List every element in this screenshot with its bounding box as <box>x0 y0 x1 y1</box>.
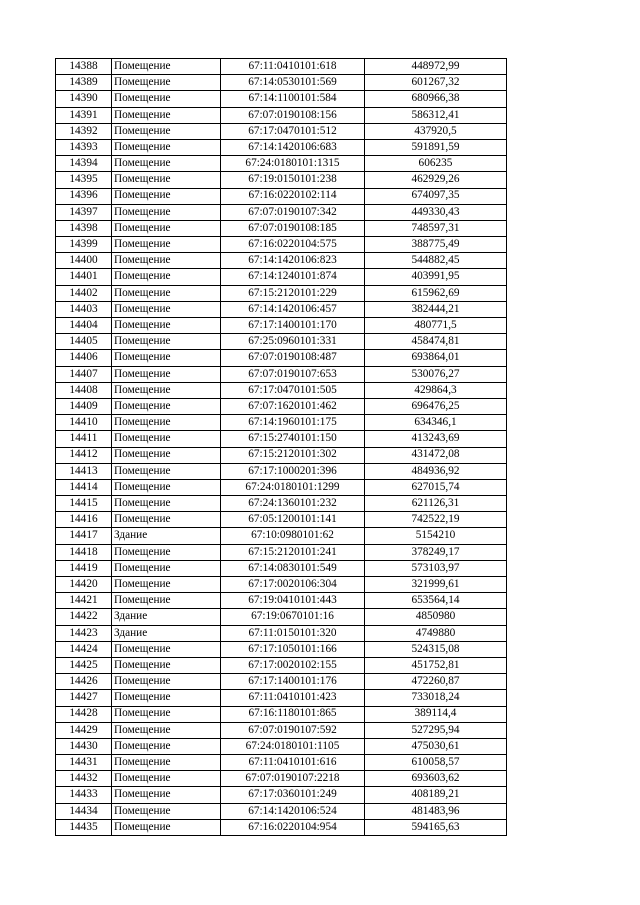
table-row <box>56 447 507 463</box>
row-number-cell: 14389 <box>56 75 112 91</box>
object-type-cell: Помещение <box>112 771 221 787</box>
value-cell: 693864,01 <box>365 350 507 366</box>
value-cell: 573103,97 <box>365 560 507 576</box>
object-type-cell: Помещение <box>112 706 221 722</box>
table-row <box>56 415 507 431</box>
cadastral-number-cell: 67:14:1420106:524 <box>221 803 365 819</box>
value-cell: 378249,17 <box>365 544 507 560</box>
value-cell: 733018,24 <box>365 690 507 706</box>
table-row <box>56 577 507 593</box>
table-row <box>56 528 507 544</box>
value-cell: 544882,45 <box>365 253 507 269</box>
row-number-cell: 14391 <box>56 107 112 123</box>
row-number-cell: 14427 <box>56 690 112 706</box>
row-number-cell: 14403 <box>56 301 112 317</box>
cadastral-number-cell: 67:25:0960101:331 <box>221 334 365 350</box>
cadastral-number-cell: 67:07:0190107:592 <box>221 722 365 738</box>
object-type-cell: Помещение <box>112 220 221 236</box>
table-row <box>56 398 507 414</box>
table-row <box>56 123 507 139</box>
table-row <box>56 706 507 722</box>
row-number-cell: 14390 <box>56 91 112 107</box>
object-type-cell: Помещение <box>112 334 221 350</box>
value-cell: 527295,94 <box>365 722 507 738</box>
cadastral-number-cell: 67:07:0190107:653 <box>221 366 365 382</box>
cadastral-number-cell: 67:10:0980101:62 <box>221 528 365 544</box>
cadastral-number-cell: 67:07:0190108:185 <box>221 220 365 236</box>
cadastral-number-cell: 67:19:0150101:238 <box>221 172 365 188</box>
cadastral-number-cell: 67:19:0410101:443 <box>221 593 365 609</box>
object-type-cell: Помещение <box>112 657 221 673</box>
row-number-cell: 14421 <box>56 593 112 609</box>
value-cell: 472260,87 <box>365 674 507 690</box>
row-number-cell: 14434 <box>56 803 112 819</box>
object-type-cell: Помещение <box>112 641 221 657</box>
table-row <box>56 220 507 236</box>
row-number-cell: 14397 <box>56 204 112 220</box>
value-cell: 448972,99 <box>365 59 507 75</box>
value-cell: 388775,49 <box>365 237 507 253</box>
object-type-cell: Помещение <box>112 139 221 155</box>
row-number-cell: 14406 <box>56 350 112 366</box>
table-row <box>56 690 507 706</box>
object-type-cell: Помещение <box>112 75 221 91</box>
cadastral-number-cell: 67:16:0220104:575 <box>221 237 365 253</box>
table-row <box>56 512 507 528</box>
table-row <box>56 625 507 641</box>
object-type-cell: Помещение <box>112 237 221 253</box>
table-row <box>56 479 507 495</box>
table-row <box>56 318 507 334</box>
value-cell: 429864,3 <box>365 382 507 398</box>
table-row <box>56 641 507 657</box>
row-number-cell: 14422 <box>56 609 112 625</box>
row-number-cell: 14433 <box>56 787 112 803</box>
table-row <box>56 334 507 350</box>
value-cell: 610058,57 <box>365 755 507 771</box>
value-cell: 594165,63 <box>365 819 507 835</box>
value-cell: 5154210 <box>365 528 507 544</box>
object-type-cell: Помещение <box>112 577 221 593</box>
table-row <box>56 107 507 123</box>
cadastral-number-cell: 67:24:0180101:1299 <box>221 479 365 495</box>
table-row <box>56 738 507 754</box>
row-number-cell: 14400 <box>56 253 112 269</box>
row-number-cell: 14401 <box>56 269 112 285</box>
table-row <box>56 463 507 479</box>
row-number-cell: 14418 <box>56 544 112 560</box>
row-number-cell: 14392 <box>56 123 112 139</box>
cadastral-number-cell: 67:14:1420106:683 <box>221 139 365 155</box>
cadastral-number-cell: 67:07:0190107:2218 <box>221 771 365 787</box>
row-number-cell: 14388 <box>56 59 112 75</box>
object-type-cell: Помещение <box>112 431 221 447</box>
table-row <box>56 609 507 625</box>
object-type-cell: Помещение <box>112 560 221 576</box>
value-cell: 484936,92 <box>365 463 507 479</box>
row-number-cell: 14424 <box>56 641 112 657</box>
row-number-cell: 14402 <box>56 285 112 301</box>
object-type-cell: Помещение <box>112 253 221 269</box>
cadastral-number-cell: 67:17:1050101:166 <box>221 641 365 657</box>
value-cell: 4850980 <box>365 609 507 625</box>
row-number-cell: 14407 <box>56 366 112 382</box>
value-cell: 748597,31 <box>365 220 507 236</box>
cadastral-number-cell: 67:16:0220104:954 <box>221 819 365 835</box>
table-row <box>56 382 507 398</box>
value-cell: 606235 <box>365 156 507 172</box>
row-number-cell: 14423 <box>56 625 112 641</box>
object-type-cell: Помещение <box>112 107 221 123</box>
value-cell: 449330,43 <box>365 204 507 220</box>
cadastral-number-cell: 67:14:0530101:569 <box>221 75 365 91</box>
table-row <box>56 237 507 253</box>
value-cell: 403991,95 <box>365 269 507 285</box>
cadastral-number-cell: 67:07:0190108:487 <box>221 350 365 366</box>
value-cell: 621126,31 <box>365 496 507 512</box>
cadastral-number-cell: 67:14:0830101:549 <box>221 560 365 576</box>
value-cell: 674097,35 <box>365 188 507 204</box>
object-type-cell: Помещение <box>112 447 221 463</box>
cadastral-number-cell: 67:11:0410101:423 <box>221 690 365 706</box>
cadastral-number-cell: 67:19:0670101:16 <box>221 609 365 625</box>
cadastral-number-cell: 67:15:2120101:241 <box>221 544 365 560</box>
value-cell: 627015,74 <box>365 479 507 495</box>
object-type-cell: Помещение <box>112 803 221 819</box>
object-type-cell: Помещение <box>112 59 221 75</box>
table-row <box>56 722 507 738</box>
value-cell: 321999,61 <box>365 577 507 593</box>
table-body <box>56 59 507 836</box>
value-cell: 480771,5 <box>365 318 507 334</box>
cadastral-number-cell: 67:07:0190107:342 <box>221 204 365 220</box>
object-type-cell: Здание <box>112 609 221 625</box>
cadastral-number-cell: 67:16:1180101:865 <box>221 706 365 722</box>
cadastral-number-cell: 67:07:1620101:462 <box>221 398 365 414</box>
value-cell: 462929,26 <box>365 172 507 188</box>
object-type-cell: Помещение <box>112 91 221 107</box>
table-row <box>56 593 507 609</box>
object-type-cell: Помещение <box>112 285 221 301</box>
object-type-cell: Помещение <box>112 382 221 398</box>
cadastral-number-cell: 67:17:0470101:505 <box>221 382 365 398</box>
table-row <box>56 253 507 269</box>
object-type-cell: Помещение <box>112 479 221 495</box>
table-row <box>56 787 507 803</box>
value-cell: 634346,1 <box>365 415 507 431</box>
value-cell: 382444,21 <box>365 301 507 317</box>
object-type-cell: Помещение <box>112 415 221 431</box>
cadastral-number-cell: 67:17:0020102:155 <box>221 657 365 673</box>
value-cell: 389114,4 <box>365 706 507 722</box>
row-number-cell: 14393 <box>56 139 112 155</box>
object-type-cell: Помещение <box>112 350 221 366</box>
value-cell: 615962,69 <box>365 285 507 301</box>
value-cell: 586312,41 <box>365 107 507 123</box>
cadastral-number-cell: 67:15:2120101:302 <box>221 447 365 463</box>
table-row <box>56 496 507 512</box>
object-type-cell: Помещение <box>112 690 221 706</box>
value-cell: 408189,21 <box>365 787 507 803</box>
row-number-cell: 14419 <box>56 560 112 576</box>
row-number-cell: 14404 <box>56 318 112 334</box>
row-number-cell: 14412 <box>56 447 112 463</box>
row-number-cell: 14431 <box>56 755 112 771</box>
table-row <box>56 657 507 673</box>
table-row <box>56 139 507 155</box>
table-row <box>56 172 507 188</box>
row-number-cell: 14417 <box>56 528 112 544</box>
cadastral-number-cell: 67:11:0150101:320 <box>221 625 365 641</box>
value-cell: 431472,08 <box>365 447 507 463</box>
table-row <box>56 755 507 771</box>
row-number-cell: 14409 <box>56 398 112 414</box>
value-cell: 524315,08 <box>365 641 507 657</box>
cadastral-number-cell: 67:17:0360101:249 <box>221 787 365 803</box>
cadastral-number-cell: 67:07:0190108:156 <box>221 107 365 123</box>
table-row <box>56 431 507 447</box>
object-type-cell: Помещение <box>112 156 221 172</box>
cadastral-number-cell: 67:24:0180101:1105 <box>221 738 365 754</box>
cadastral-number-cell: 67:15:2740101:150 <box>221 431 365 447</box>
row-number-cell: 14426 <box>56 674 112 690</box>
cadastral-number-cell: 67:14:1240101:874 <box>221 269 365 285</box>
cadastral-number-cell: 67:24:0180101:1315 <box>221 156 365 172</box>
cadastral-number-cell: 67:14:1960101:175 <box>221 415 365 431</box>
object-type-cell: Помещение <box>112 496 221 512</box>
row-number-cell: 14428 <box>56 706 112 722</box>
object-type-cell: Помещение <box>112 123 221 139</box>
cadastral-number-cell: 67:17:0470101:512 <box>221 123 365 139</box>
row-number-cell: 14430 <box>56 738 112 754</box>
cadastral-number-cell: 67:11:0410101:616 <box>221 755 365 771</box>
cadastral-number-cell: 67:17:1400101:170 <box>221 318 365 334</box>
cadastral-number-cell: 67:05:1200101:141 <box>221 512 365 528</box>
cadastral-number-cell: 67:11:0410101:618 <box>221 59 365 75</box>
table-row <box>56 560 507 576</box>
cadastral-number-cell: 67:17:1400101:176 <box>221 674 365 690</box>
table-row <box>56 366 507 382</box>
row-number-cell: 14394 <box>56 156 112 172</box>
cadastral-number-cell: 67:14:1100101:584 <box>221 91 365 107</box>
table-row <box>56 674 507 690</box>
value-cell: 530076,27 <box>365 366 507 382</box>
object-type-cell: Помещение <box>112 674 221 690</box>
object-type-cell: Помещение <box>112 188 221 204</box>
row-number-cell: 14410 <box>56 415 112 431</box>
object-type-cell: Здание <box>112 528 221 544</box>
object-type-cell: Помещение <box>112 544 221 560</box>
cadastral-number-cell: 67:16:0220102:114 <box>221 188 365 204</box>
object-type-cell: Помещение <box>112 172 221 188</box>
table-row <box>56 544 507 560</box>
object-type-cell: Помещение <box>112 204 221 220</box>
value-cell: 653564,14 <box>365 593 507 609</box>
row-number-cell: 14398 <box>56 220 112 236</box>
cadastral-number-cell: 67:15:2120101:229 <box>221 285 365 301</box>
value-cell: 475030,61 <box>365 738 507 754</box>
value-cell: 601267,32 <box>365 75 507 91</box>
row-number-cell: 14415 <box>56 496 112 512</box>
value-cell: 437920,5 <box>365 123 507 139</box>
value-cell: 591891,59 <box>365 139 507 155</box>
row-number-cell: 14395 <box>56 172 112 188</box>
object-type-cell: Помещение <box>112 318 221 334</box>
table-row <box>56 59 507 75</box>
value-cell: 696476,25 <box>365 398 507 414</box>
cadastral-number-cell: 67:14:1420106:457 <box>221 301 365 317</box>
row-number-cell: 14411 <box>56 431 112 447</box>
object-type-cell: Помещение <box>112 593 221 609</box>
value-cell: 693603,62 <box>365 771 507 787</box>
table-row <box>56 269 507 285</box>
row-number-cell: 14414 <box>56 479 112 495</box>
cadastral-number-cell: 67:17:0020106:304 <box>221 577 365 593</box>
table-row <box>56 204 507 220</box>
object-type-cell: Помещение <box>112 398 221 414</box>
value-cell: 413243,69 <box>365 431 507 447</box>
value-cell: 742522,19 <box>365 512 507 528</box>
table-row <box>56 350 507 366</box>
object-type-cell: Помещение <box>112 301 221 317</box>
row-number-cell: 14429 <box>56 722 112 738</box>
cadastral-number-cell: 67:24:1360101:232 <box>221 496 365 512</box>
value-cell: 4749880 <box>365 625 507 641</box>
object-type-cell: Помещение <box>112 512 221 528</box>
row-number-cell: 14408 <box>56 382 112 398</box>
value-cell: 680966,38 <box>365 91 507 107</box>
table-row <box>56 819 507 835</box>
table-row <box>56 803 507 819</box>
table-row <box>56 75 507 91</box>
object-type-cell: Помещение <box>112 787 221 803</box>
object-type-cell: Здание <box>112 625 221 641</box>
table-row <box>56 156 507 172</box>
table-row <box>56 301 507 317</box>
object-type-cell: Помещение <box>112 463 221 479</box>
value-cell: 458474,81 <box>365 334 507 350</box>
cadastral-number-cell: 67:14:1420106:823 <box>221 253 365 269</box>
row-number-cell: 14425 <box>56 657 112 673</box>
object-type-cell: Помещение <box>112 269 221 285</box>
property-table <box>55 58 507 836</box>
row-number-cell: 14416 <box>56 512 112 528</box>
row-number-cell: 14420 <box>56 577 112 593</box>
object-type-cell: Помещение <box>112 755 221 771</box>
row-number-cell: 14396 <box>56 188 112 204</box>
row-number-cell: 14435 <box>56 819 112 835</box>
value-cell: 451752,81 <box>365 657 507 673</box>
row-number-cell: 14405 <box>56 334 112 350</box>
object-type-cell: Помещение <box>112 738 221 754</box>
row-number-cell: 14413 <box>56 463 112 479</box>
row-number-cell: 14399 <box>56 237 112 253</box>
cadastral-number-cell: 67:17:1000201:396 <box>221 463 365 479</box>
row-number-cell: 14432 <box>56 771 112 787</box>
object-type-cell: Помещение <box>112 722 221 738</box>
object-type-cell: Помещение <box>112 366 221 382</box>
table-row <box>56 188 507 204</box>
value-cell: 481483,96 <box>365 803 507 819</box>
object-type-cell: Помещение <box>112 819 221 835</box>
table-row <box>56 771 507 787</box>
table-row <box>56 285 507 301</box>
table-row <box>56 91 507 107</box>
